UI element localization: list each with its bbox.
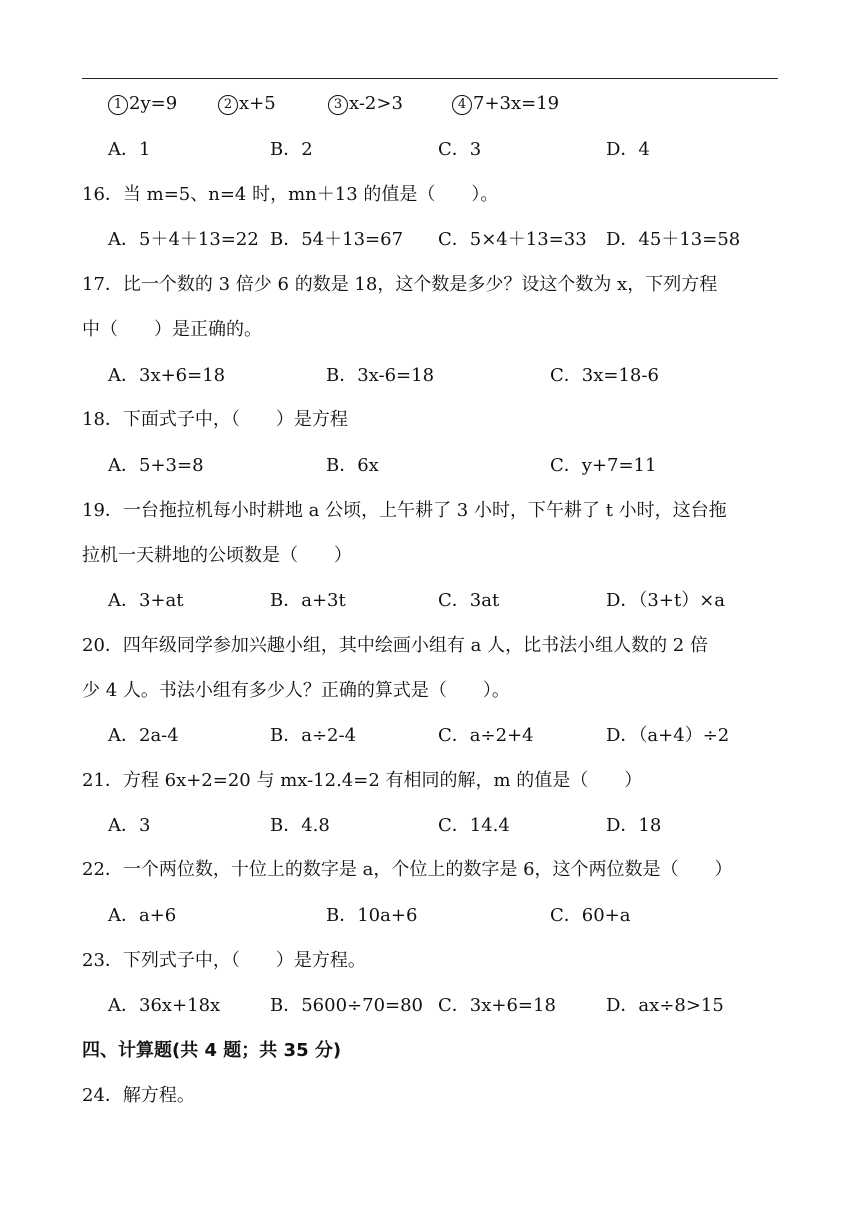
q15-option-d: D．4 <box>606 139 650 160</box>
q19-option-d: D．（3+t）×a <box>606 590 726 611</box>
q18-option-c: C．y+7=11 <box>550 455 657 476</box>
q16-stem: 16．当 m=5、n=4 时，mn＋13 的值是（ ）。 <box>82 184 499 205</box>
q18-option-b: B．6x <box>326 455 379 476</box>
q20-option-a: A．2a-4 <box>108 725 179 746</box>
q15-option-a: A．1 <box>108 139 151 160</box>
circled-number: 3 <box>328 95 348 115</box>
q23-option-c: C．3x+6=18 <box>438 995 556 1016</box>
q22-option-c: C．60+a <box>550 905 631 926</box>
q17-stem-line1: 17．比一个数的 3 倍少 6 的数是 18，这个数是多少？设这个数为 x，下列方程 <box>82 274 718 295</box>
q21-option-d: D．18 <box>606 815 662 836</box>
expression-4 <box>452 92 559 116</box>
header-rule <box>82 78 778 79</box>
q18-option-a: A．5+3=8 <box>108 455 204 476</box>
q23-stem: 23．下列式子中，（ ）是方程。 <box>82 950 366 971</box>
q19-option-a: A．3+at <box>108 590 184 611</box>
q20-option-c: C．a÷2+4 <box>438 725 534 746</box>
q15-option-b: B．2 <box>270 139 313 160</box>
q17-option-c: C．3x=18-6 <box>550 365 659 386</box>
q16-option-d: D．45＋13=58 <box>606 229 741 250</box>
q19-option-b: B．a+3t <box>270 590 346 611</box>
q23-option-d: D．ax÷8>15 <box>606 995 724 1016</box>
q20-option-b: B．a÷2-4 <box>270 725 357 746</box>
q19-stem-line1: 19．一台拖拉机每小时耕地 a 公顷，上午耕了 3 小时，下午耕了 t 小时，这台拖 <box>82 500 727 521</box>
expression-3 <box>328 92 403 116</box>
q20-stem-line1: 20．四年级同学参加兴趣小组，其中绘画小组有 a 人，比书法小组人数的 2 倍 <box>82 635 708 656</box>
circled-number: 4 <box>452 95 472 115</box>
expression-1 <box>108 92 177 116</box>
q21-option-c: C．14.4 <box>438 815 510 836</box>
q21-stem: 21．方程 6x+2=20 与 mx-12.4=2 有相同的解，m 的值是（ ） <box>82 770 643 791</box>
q23-option-a: A．36x+18x <box>108 995 221 1016</box>
q17-stem-line2: 中（ ）是正确的。 <box>82 319 262 340</box>
q18-stem: 18．下面式子中，（ ）是方程 <box>82 409 348 430</box>
expression-text: 2y=9 <box>129 93 178 114</box>
expression-text: x+5 <box>239 93 276 114</box>
q20-stem-line2: 少 4 人。书法小组有多少人？正确的算式是（ ）。 <box>82 680 510 701</box>
circled-number: 1 <box>108 95 128 115</box>
q24-stem: 24．解方程。 <box>82 1085 195 1106</box>
q16-option-c: C．5×4＋13=33 <box>438 229 587 250</box>
q22-option-b: B．10a+6 <box>326 905 418 926</box>
q17-option-a: A．3x+6=18 <box>108 365 226 386</box>
q16-option-b: B．54＋13=67 <box>270 229 404 250</box>
section-heading: 四、计算题(共 4 题；共 35 分) <box>82 1040 342 1061</box>
q17-option-b: B．3x-6=18 <box>326 365 435 386</box>
q16-option-a: A．5＋4＋13=22 <box>108 229 259 250</box>
q22-stem: 22．一个两位数，十位上的数字是 a，个位上的数字是 6，这个两位数是（ ） <box>82 859 733 880</box>
q21-option-a: A．3 <box>108 815 151 836</box>
q19-option-c: C．3at <box>438 590 500 611</box>
q15-option-c: C．3 <box>438 139 482 160</box>
circled-number: 2 <box>218 95 238 115</box>
q22-option-a: A．a+6 <box>108 905 177 926</box>
q21-option-b: B．4.8 <box>270 815 330 836</box>
expression-text: 7+3x=19 <box>473 93 560 114</box>
expression-text: x-2>3 <box>349 93 403 114</box>
q19-stem-line2: 拉机一天耕地的公顷数是（ ） <box>82 545 352 566</box>
q23-option-b: B．5600÷70=80 <box>270 995 424 1016</box>
expression-2 <box>218 92 276 116</box>
q20-option-d: D．（a+4）÷2 <box>606 725 730 746</box>
